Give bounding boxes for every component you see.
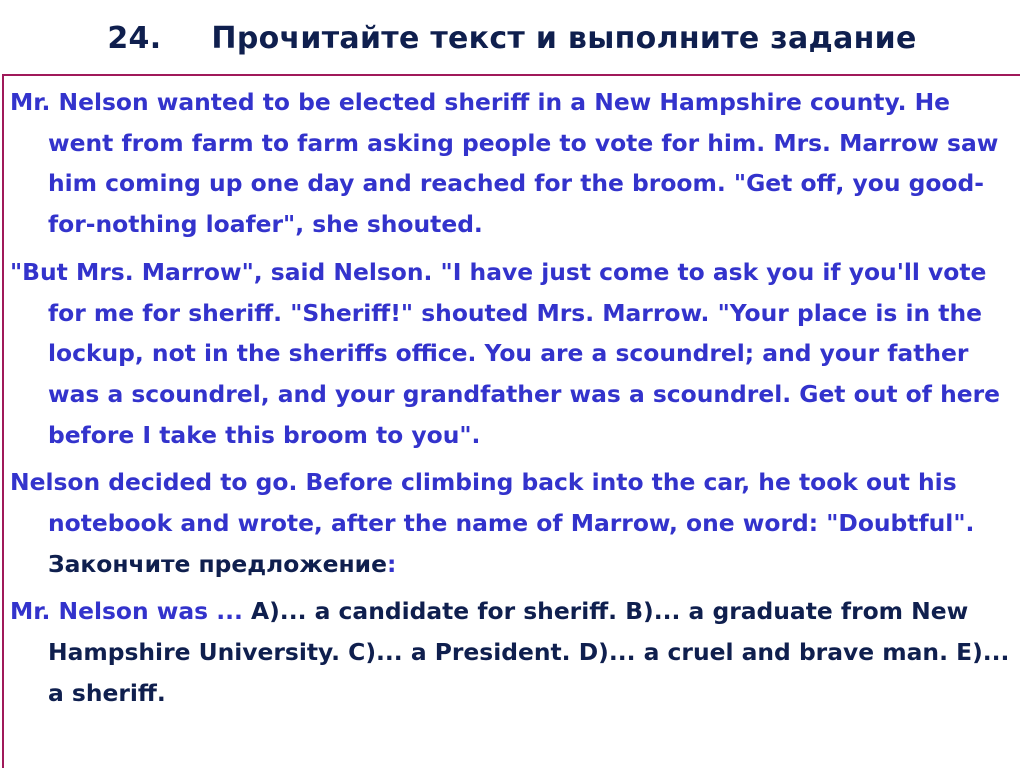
task-instruction: Закончите предложение [48,549,387,578]
instruction-colon: : [386,549,397,578]
paragraph-2: "But Mrs. Marrow", said Nelson. "I have just come to ask you if you'll vote for me for sheriff. "Sheriff!" shouted Mrs. Marrow. "Your place is in the lockup, not in the sheriffs office. You are a scoundrel; and your father was a scoundrel, and your grandfather was a scoundrel. Get out of here before I take this broom to you". [10,257,1000,449]
page-title [0,0,1024,76]
answer-options: A)... a candidate for sheriff. B)... a graduate from New Hampshire University. C)... a President. D)... a cruel and brave man. E)... a sheriff. [48,597,1010,707]
paragraph-3 [10,462,1016,584]
paragraph-3-text: Nelson decided to go. Before climbing back into the car, he took out his notebook and wrote, after the name of Marrow, one word: "Doubtful". [10,468,975,538]
passage-body [10,82,1016,721]
question-paragraph [10,591,1016,713]
task-number: 24. [107,20,162,56]
question-lead: Mr. Nelson was ... [10,597,243,626]
task-title: Прочитайте текст и выполните задание [211,20,917,56]
paragraph-1: Mr. Nelson wanted to be elected sheriff in a New Hampshire county. He went from farm to farm asking people to vote for him. Mrs. Marrow saw him coming up one day and reached for the broom. "Get off, you good-for-nothing loafer", she shouted. [10,88,999,239]
